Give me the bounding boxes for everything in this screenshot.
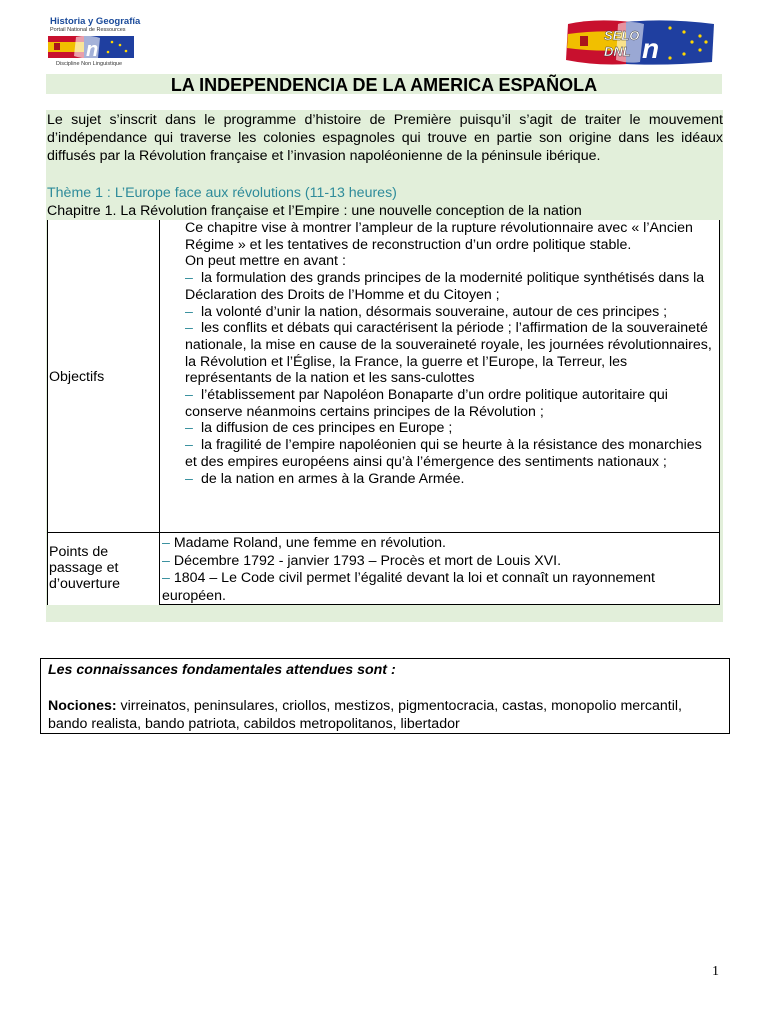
objectifs-lead: On peut mettre en avant : [185, 253, 346, 270]
list-item: – Madame Roland, une femme en révolution. [162, 535, 446, 551]
objectifs-intro: Ce chapitre vise à montrer l’ampleur de la rupture révolutionnaire avec « l’Ancien Régime » et les tentatives de reconstruction d’un ordre politique stable. [185, 220, 693, 253]
program-table [47, 220, 720, 605]
page-number: 1 [712, 964, 719, 979]
list-item: – 1804 – Le Code civil permet l’égalité devant la loi et connaît un rayonnement européen. [162, 570, 655, 604]
table-divider-bottom [159, 532, 160, 605]
logo-discipline: Discipline Non Linguistique [56, 61, 123, 67]
logo-mark: n [86, 39, 99, 60]
list-item: – la fragilité de l’empire napoléonien qui se heurte à la résistance des monarchies et des empires européens ainsi qu’à l’émergence des sentiments nationaux ; [185, 437, 702, 470]
objectifs-label: Objectifs [49, 369, 105, 385]
logo-mark-right: n [642, 33, 660, 64]
logo-selo: SELO [604, 28, 640, 43]
logo-subtitle: Portail National de Ressources [50, 27, 126, 33]
list-item: – la volonté d’unir la nation, désormais souveraine, autour de ces principes ; [185, 303, 668, 320]
selo-dnl-logo [566, 18, 716, 66]
historia-geografia-logo [46, 16, 142, 68]
selo-dnl-flag-icon [566, 18, 716, 66]
table-row-divider [47, 532, 720, 533]
objectifs-content [185, 220, 715, 487]
table-border-left-top [47, 220, 48, 532]
page-title: LA INDEPENDENCIA DE LA AMERICA ESPAÑOLA [46, 74, 722, 94]
table-border-left-bottom [47, 532, 48, 605]
table-divider-top [159, 220, 160, 532]
list-item: – la diffusion de ces principes en Europe ; [185, 420, 453, 437]
theme-heading: Thème 1 : L’Europe face aux révolutions (11-13 heures) [47, 185, 397, 201]
logo-title: Historia y Geografía [50, 16, 141, 27]
list-item: – l’établissement par Napoléon Bonaparte d’un ordre politique autoritaire qui conserve néanmoins certains principes de la Révolution ; [185, 387, 668, 420]
list-item: – Décembre 1792 - janvier 1793 – Procès et mort de Louis XVI. [162, 552, 562, 569]
chapter-heading: Chapitre 1. La Révolution française et l’Empire : une nouvelle conception de la nation [47, 203, 582, 219]
logo-dnl: DNL [604, 44, 631, 59]
spanish-flag-icon [48, 34, 140, 60]
list-item: – de la nation en armes à la Grande Armée. [185, 470, 465, 487]
nociones-label: Nociones: [48, 698, 117, 714]
list-item: – les conflits et débats qui caractérisent la période ; l’affirmation de la souveraineté nationale, la mise en cause de la souveraineté royale, les journées révolutionnaires, la Révolution et l’Église, la France, la guerre et l’Europe, la Terreur, les représentants de la nation et les sans-culottes [185, 320, 712, 387]
points-label: Points de passage et d’ouverture [49, 544, 120, 592]
knowledge-box [40, 658, 730, 734]
intro-paragraph: Le sujet s’inscrit dans le programme d’histoire de Première puisqu’il s’agit de traiter le mouvement d’indépendance qui traverse les colonies espagnoles qui trouve en partie son origine dans les idéaux diffusés par la Révolution française et l’invasion napoléonienne de la péninsule ibérique. [47, 112, 723, 164]
list-item: – la formulation des grands principes de la modernité politique synthétisés dans la Déclaration des Droits de l’Homme et du Citoyen ; [185, 270, 705, 303]
nociones-list: virreinatos, peninsulares, criollos, mestizos, pigmentocracia, castas, monopolio mercantil, bando realista, bando patriota, cabildos metropolitanos, libertador [48, 698, 682, 732]
table-border-right [719, 220, 720, 605]
points-content [162, 535, 717, 605]
knowledge-heading: Les connaissances fondamentales attendues sont : [48, 662, 396, 678]
nociones-text [48, 697, 708, 733]
